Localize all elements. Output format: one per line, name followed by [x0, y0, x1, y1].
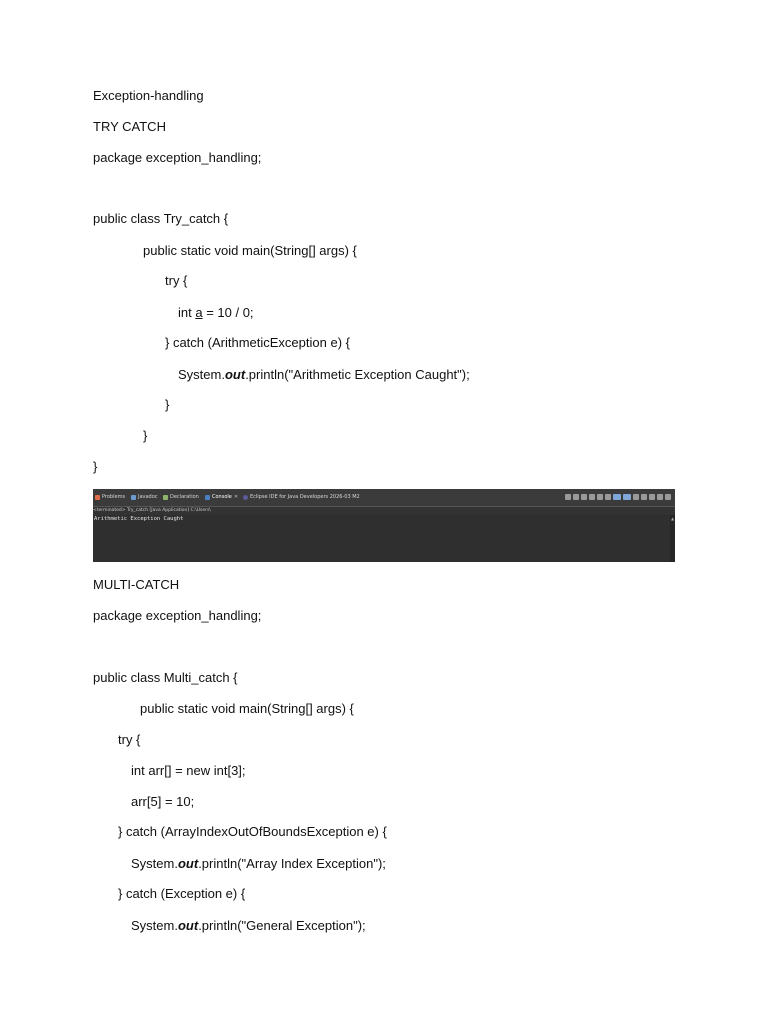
show-console-icon[interactable]	[613, 494, 621, 500]
minimize-icon[interactable]	[657, 494, 663, 500]
code-line: }	[143, 428, 148, 443]
scroll-lock-icon[interactable]	[597, 494, 603, 500]
code-line: arr[5] = 10;	[131, 794, 195, 809]
code-token: int	[178, 305, 196, 320]
code-line: }	[165, 397, 170, 412]
code-token: .println("Arithmetic Exception Caught");	[245, 367, 470, 382]
code-static-field: out	[224, 367, 246, 382]
code-token: System.	[131, 918, 178, 933]
code-variable: a	[195, 305, 203, 320]
console-launch-path: <terminated> Try_catch [Java Application] C:\Users\	[93, 507, 675, 515]
code-token: .println("Array Index Exception");	[198, 856, 386, 871]
code-line: }	[93, 459, 98, 474]
tab-problems[interactable]: Problems	[95, 494, 125, 500]
code-line: package exception_handling;	[93, 150, 262, 165]
tab-eclipse-ide[interactable]: Eclipse IDE for Java Developers 2026-03 M2	[243, 494, 360, 500]
console-toolbar	[565, 494, 671, 500]
code-line	[131, 856, 386, 872]
maximize-icon[interactable]	[665, 494, 671, 500]
console-screenshot	[93, 489, 675, 562]
code-line: public static void main(String[] args) {	[143, 243, 357, 258]
section-title-multi-catch: MULTI-CATCH	[93, 577, 180, 592]
tab-declaration[interactable]: Declaration	[163, 494, 199, 500]
code-line: public class Multi_catch {	[93, 670, 238, 685]
code-line: try {	[165, 273, 188, 288]
terminate-icon[interactable]	[565, 494, 571, 500]
section-title-try-catch: TRY CATCH	[93, 119, 166, 134]
scroll-up-icon[interactable]: ▲	[671, 516, 675, 521]
word-wrap-icon[interactable]	[605, 494, 611, 500]
code-line: public static void main(String[] args) {	[140, 701, 354, 716]
code-line	[131, 918, 366, 934]
code-line: try {	[118, 732, 141, 747]
code-line: } catch (ArithmeticException e) {	[165, 335, 350, 350]
document-heading: Exception-handling	[93, 88, 204, 103]
console-output: Arithmetic Exception Caught	[94, 516, 184, 522]
console-tab-bar	[93, 489, 675, 507]
view-menu-icon[interactable]	[649, 494, 655, 500]
code-token: = 10 / 0;	[202, 305, 254, 320]
clear-console-icon[interactable]	[589, 494, 595, 500]
code-line	[178, 305, 254, 321]
code-token: .println("General Exception");	[198, 918, 366, 933]
tab-javadoc[interactable]: Javadoc	[131, 494, 158, 500]
code-line	[178, 367, 470, 383]
declaration-icon	[163, 495, 168, 500]
remove-launch-icon[interactable]	[573, 494, 579, 500]
code-line: int arr[] = new int[3];	[131, 763, 246, 778]
code-token: System.	[178, 367, 225, 382]
code-static-field: out	[177, 918, 199, 933]
eclipse-icon	[243, 495, 248, 500]
code-line: } catch (ArrayIndexOutOfBoundsException e) {	[118, 824, 387, 839]
code-token: System.	[131, 856, 178, 871]
open-console-icon[interactable]	[641, 494, 647, 500]
problems-icon	[95, 495, 100, 500]
code-line: } catch (Exception e) {	[118, 886, 246, 901]
console-icon	[205, 495, 210, 500]
remove-all-icon[interactable]	[581, 494, 587, 500]
close-icon[interactable]: ✕	[233, 494, 239, 500]
display-console-icon[interactable]	[633, 494, 639, 500]
pin-console-icon[interactable]	[623, 494, 631, 500]
code-line: public class Try_catch {	[93, 211, 229, 226]
tab-console[interactable]: Console ✕	[205, 494, 238, 500]
code-line: package exception_handling;	[93, 608, 262, 623]
console-scrollbar[interactable]	[670, 515, 675, 562]
javadoc-icon	[131, 495, 136, 500]
code-static-field: out	[177, 856, 199, 871]
